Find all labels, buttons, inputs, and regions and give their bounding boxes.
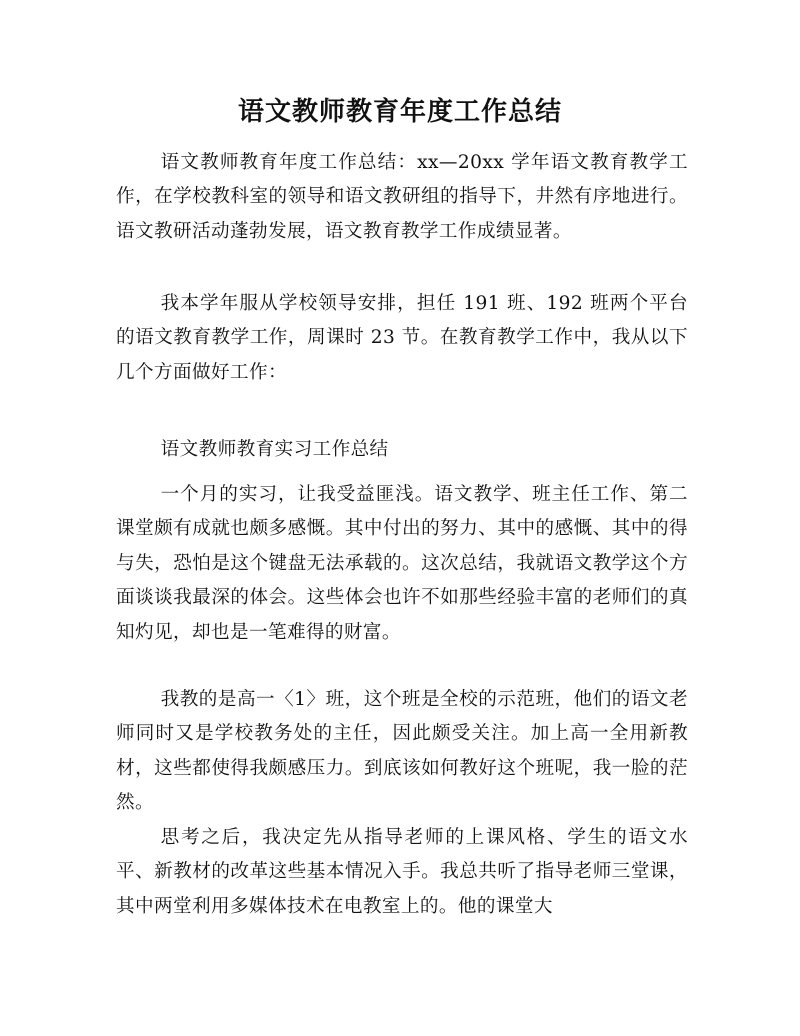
paragraph-intro: 语文教师教育年度工作总结：xx—20xx 学年语文教育教学工作，在学校教科室的领导和语文教研组的指导下，井然有序地进行。语文教研活动蓬勃发展，语文教育教学工作成绩显著。	[116, 152, 688, 242]
document-title: 语文教师教育年度工作总结	[237, 97, 562, 127]
paragraph-assignment: 我本学年服从学校领导安排，担任 191 班、192 班两个平台的语文教育教学工作，周课时 23 节。在教育教学工作中，我从以下几个方面做好工作：	[116, 293, 688, 383]
paragraph-class: 我教的是高一〈1〉班，这个班是全校的示范班，他们的语文老师同时又是学校教务处的主任，因此颇受关注。加上高一全用新教材，这些都使得我颇感压力。到底该如何教好这个班呢，我一脸的茫然。	[116, 689, 688, 814]
section-heading: 语文教师教育实习工作总结	[160, 439, 389, 460]
paragraph-internship: 一个月的实习，让我受益匪浅。语文教学、班主任工作、第二课堂颇有成就也颇多感慨。其中付出的努力、其中的感慨、其中的得与失，恐怕是这个键盘无法承载的。这次总结，我就语文教学这个方面谈谈我最深的体会。这些体会也许不如那些经验丰富的老师们的真知灼见，却也是一笔难得的财富。	[116, 484, 688, 643]
paragraph-reflection: 思考之后，我决定先从指导老师的上课风格、学生的语文水平、新教材的改革这些基本情况入手。我总共听了指导老师三堂课，其中两堂利用多媒体技术在电教室上的。他的课堂大	[116, 827, 688, 917]
